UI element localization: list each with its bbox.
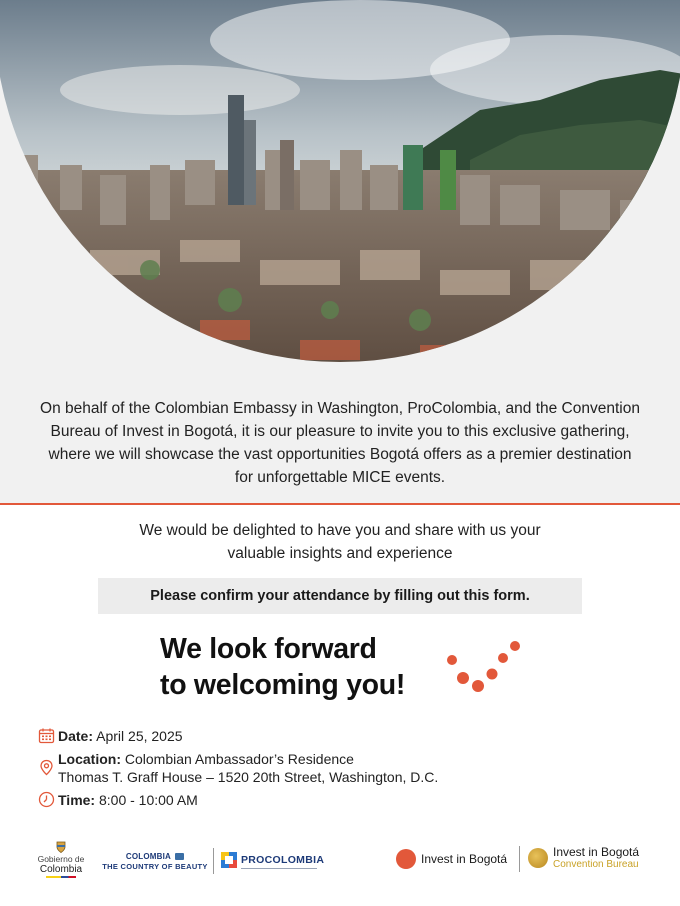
location-value: Colombian Ambassador’s Residence (124, 751, 354, 767)
sponsor-logos (0, 830, 680, 890)
gobierno-colombia-logo (34, 840, 88, 888)
headline (160, 631, 405, 703)
invest-convention-bureau-logo (528, 844, 648, 874)
coat-of-arms-icon (54, 840, 68, 854)
procolombia-logo (221, 852, 325, 874)
headline-line-2: to welcoming you! (160, 669, 406, 701)
check-dot (447, 655, 457, 665)
colombia-badge-icon (175, 853, 184, 860)
calendar-icon (38, 727, 55, 744)
logo-separator (213, 848, 214, 874)
procolombia-subline (241, 868, 317, 869)
check-dot (498, 653, 508, 663)
check-dot (487, 669, 498, 680)
colombia-country-of-beauty-logo (100, 852, 210, 874)
location-pin-icon (38, 759, 55, 776)
invest-in-bogota-logo (396, 848, 514, 872)
time-label: Time: (58, 792, 96, 808)
city-photo-circle-mask (0, 0, 680, 362)
gobierno-line-2: Colombia (39, 864, 83, 875)
time-value: 8:00 - 10:00 AM (98, 792, 198, 808)
clock-icon (38, 791, 55, 808)
convention-globe-icon (528, 848, 548, 868)
invest-wordmark: Invest in Bogotá (421, 852, 508, 866)
colombia-wordmark: COLOMBIA (125, 852, 171, 861)
logo-separator-2 (519, 846, 520, 872)
convention-wordmark-line-1: Invest in Bogotá (553, 845, 640, 859)
convention-wordmark-line-2: Convention Bureau (553, 859, 639, 870)
accent-divider (0, 503, 680, 505)
check-dot (510, 641, 520, 651)
confirm-attendance-link[interactable]: Please confirm your attendance by filling out this form. (98, 578, 582, 614)
colombia-tagline: THE COUNTRY OF BEAUTY (102, 862, 208, 871)
location-address: Thomas T. Graff House – 1520 20th Street, Washington, D.C. (58, 769, 439, 785)
headline-line-1: We look forward (160, 633, 377, 665)
date-value: April 25, 2025 (96, 728, 183, 744)
intro-paragraph: On behalf of the Colombian Embassy in Washington, ProColombia, and the Convention Bureau of Invest in Bogotá, it is our pleasure to invite you to this exclusive gathering, where we will showcase the vast opportunities Bogotá offers as a premier destination for unforgettable MICE events. (40, 400, 640, 486)
delight-paragraph: We would be delighted to have you and share with us your valuable insights and experience (139, 522, 541, 562)
procolombia-mark-icon (221, 852, 237, 868)
flag-stripe (46, 876, 76, 878)
date-label: Date: (58, 728, 94, 744)
check-dot (472, 680, 484, 692)
procolombia-wordmark: PROCOLOMBIA (241, 854, 325, 866)
bogota-skyline-photo (0, 0, 680, 362)
check-dot (457, 672, 469, 684)
invest-orange-circle-icon (396, 849, 416, 869)
location-label: Location: (58, 751, 121, 767)
checkmark-dots-graphic (440, 636, 530, 696)
gobierno-line-1: Gobierno de (37, 854, 85, 864)
